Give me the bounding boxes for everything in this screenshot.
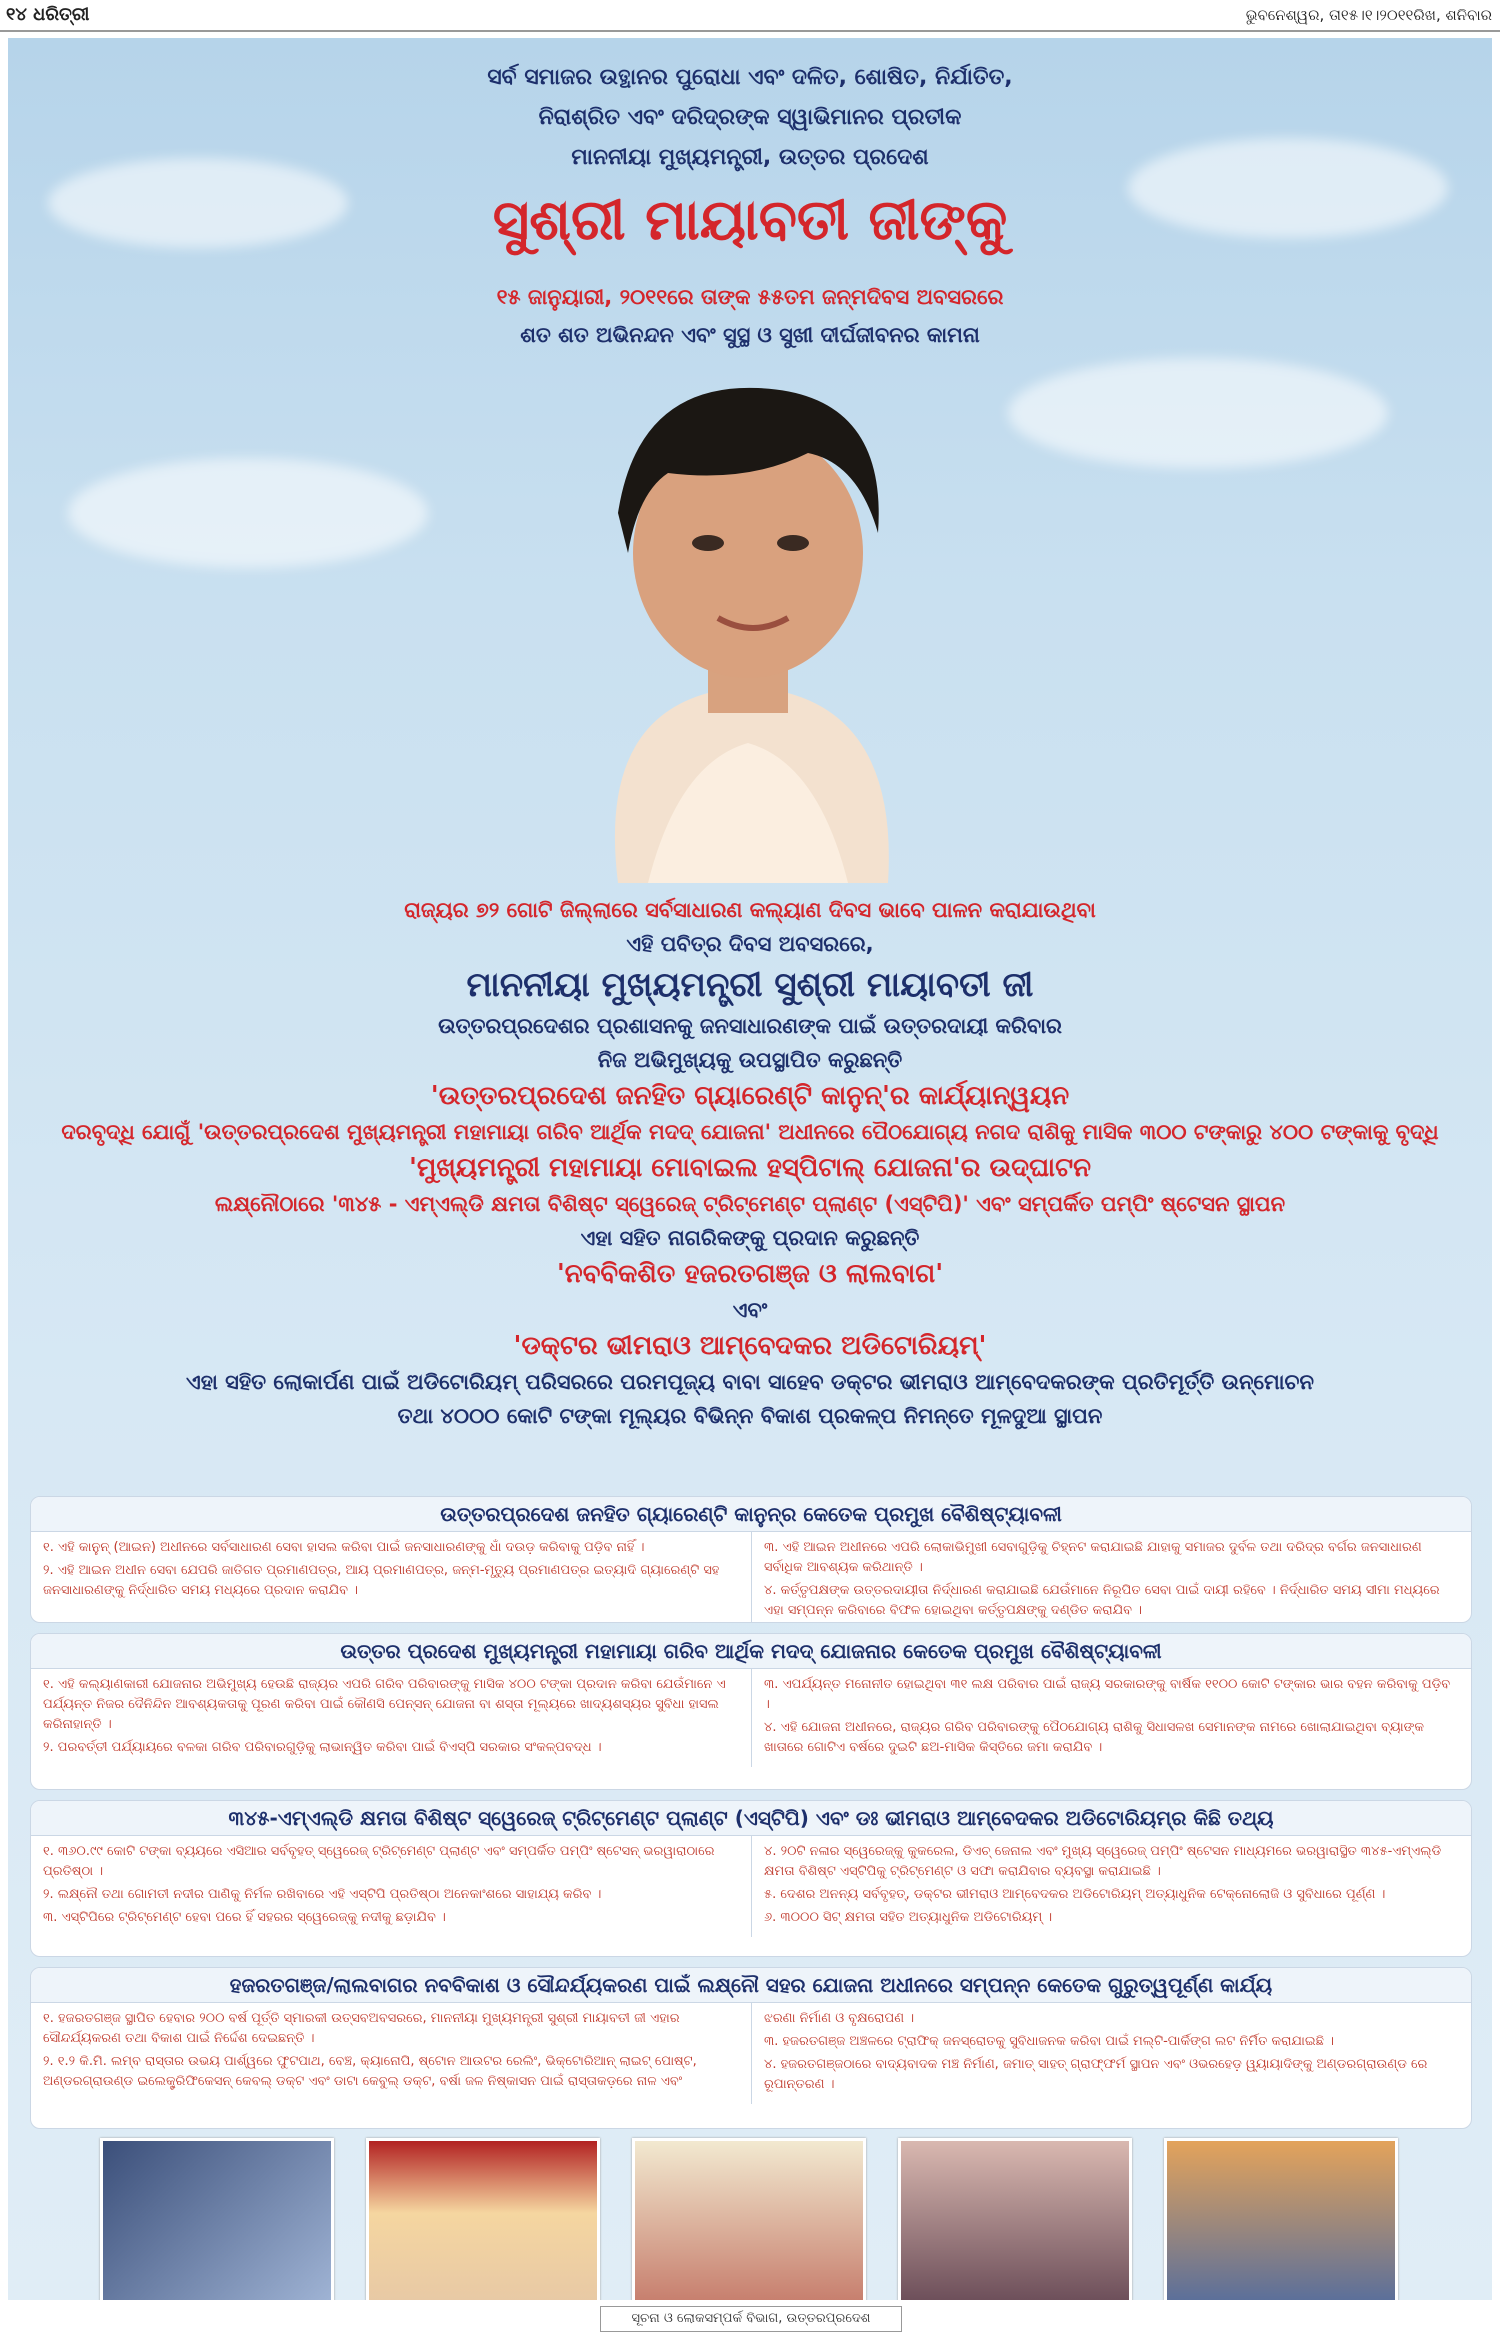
body-line-15: ତଥା ୪୦୦୦ କୋଟି ଟଙ୍କା ମୂଲ୍ୟର ବିଭିନ୍ନ ବିକାଶ ପ୍ରକଳ୍ପ ନିମନ୍ତେ ମୂଳଦୁଆ ସ୍ଥାପନ: [397, 1404, 1103, 1428]
body-line-14: ଏହା ସହିତ ଲୋକାର୍ପଣ ପାଇଁ ଅଡିଟୋରିୟମ୍ ପରିସରରେ ପରମପୂଜ୍ୟ ବାବା ସାହେବ ଡକ୍ଟର ଭୀମରାଓ ଆମ୍ବେଦକରଙ୍କ ପ୍ରତିମୂର୍ତ୍ତି ଉନ୍ମୋଚନ: [186, 1370, 1314, 1394]
header-line-1: ସର୍ବ ସମାଜର ଉତ୍ଥାନର ପୁରୋଧା ଏବଂ ଦଳିତ, ଶୋଷିତ, ନିର୍ଯାତିତ,: [487, 65, 1013, 90]
feature-box-mahamaya-scheme: [30, 1633, 1472, 1790]
feature-item: ୨. ୧.୨ କି.ମି. ଲମ୍ବ ରାସ୍ତାର ଉଭୟ ପାର୍ଶ୍ୱରେ ଫୁଟପାଥ, ବେଞ୍ଚ, କ୍ୟାନୋପି, ଷ୍ଟୋନ ଆଉଟର ରେଲିଂ, ଭିକ୍ଟୋରିଆନ୍ ଲାଇଟ୍ ପୋଷ୍ଟ, ଅଣ୍ଡରଗ୍ରାଉଣ୍ଡ ଇଲେକ୍ଟ୍ରିଫିକେସନ୍ କେବଲ୍ ଡକ୍ଟ ଏବଂ ଡାଟା କେବୁଲ୍ ଡକ୍ଟ, ବର୍ଷା ଜଳ ନିଷ୍କାସନ ପାଇଁ ରାସ୍ତାକଡ଼ରେ ନାଳ ଏବଂ: [43, 2054, 697, 2089]
feature-box-left-column: [31, 2003, 751, 2104]
feature-item: ୩. ଏପର୍ଯ୍ୟନ୍ତ ମନୋନୀତ ହୋଇଥିବା ୩୧ ଲକ୍ଷ ପରିବାର ପାଇଁ ରାଜ୍ୟ ସରକାରଙ୍କୁ ବାର୍ଷିକ ୧୧୦୦ କୋଟି ଟଙ୍କାର ଭାର ବହନ କରିବାକୁ ପଡ଼ିବ ।: [764, 1677, 1451, 1712]
feature-item: ୪. ୨୦ଟି ନଳାର ସ୍ୱେରେଜ୍‌କୁ କୁକରେଲ, ଡିଏଚ୍ ଜେନାଲ ଏବଂ ମୁଖ୍ୟ ସ୍ୱେରେଜ୍ ପମ୍ପିଂ ଷ୍ଟେସନ ମାଧ୍ୟମରେ ଭରୱାରାସ୍ଥିତ ୩୪୫-ଏମ୍‌ଏଲ୍‌ଡି କ୍ଷମତା ବିଶିଷ୍ଟ ଏସ୍‌ଟିପିକୁ ଟ୍ରିଟ୍‌ମେଣ୍ଟ ଓ ସଫା କରାଯିବାର ବ୍ୟବସ୍ଥା କରାଯାଇଛି ।: [764, 1844, 1442, 1879]
feature-item: ୩. ଏହି ଆଇନ ଅଧୀନରେ ଏପରି ଲୋକାଭିମୁଖୀ ସେବାଗୁଡ଼ିକୁ ଚିହ୍ନଟ କରାଯାଇଛି ଯାହାକୁ ସମାଜର ଦୁର୍ବଳ ତଥା ଦରିଦ୍ର ବର୍ଗର ଜନସାଧାରଣ ସର୍ବାଧିକ ଆବଶ୍ୟକ କରିଥାନ୍ତି ।: [764, 1540, 1422, 1575]
photo-plaque-unveiling: [100, 2138, 334, 2300]
tribute-header: [8, 58, 1492, 178]
feature-item: ୧. ୩୬୦.୯୯ କୋଟି ଟଙ୍କା ବ୍ୟୟରେ ଏସିଆର ସର୍ବବୃହତ୍ ସ୍ୱେରେଜ୍ ଟ୍ରିଟ୍‌ମେଣ୍ଟ ପ୍ଲାଣ୍ଟ ଏବଂ ସମ୍ପର୍କିତ ପମ୍ପିଂ ଷ୍ଟେସନ୍ ଭରୱାରାଠାରେ ପ୍ରତିଷ୍ଠା ।: [43, 1844, 715, 1879]
body-line-13: 'ଡକ୍ଟର ଭୀମରାଓ ଆମ୍ବେଦକର ଅଡିଟୋରିୟମ୍': [513, 1331, 987, 1361]
body-line-5: ନିଜ ଅଭିମୁଖ୍ୟକୁ ଉପସ୍ଥାପିତ କରୁଛନ୍ତି: [597, 1048, 903, 1072]
publisher-credit: ସୂଚନା ଓ ଲୋକସମ୍ପର୍କ ବିଭାଗ, ଉତ୍ତରପ୍ରଦେଶ: [600, 2306, 902, 2332]
feature-item: ୨. ଏହି ଆଇନ ଅଧୀନ ସେବା ଯେପରି ଜାତିଗତ ପ୍ରମାଣପତ୍ର, ଆୟ ପ୍ରମାଣପତ୍ର, ଜନ୍ମ-ମୃତ୍ୟୁ ପ୍ରମାଣପତ୍ର ଇତ୍ୟାଦି ଗ୍ୟାରେଣ୍ଟି ସହ ଜନସାଧାରଣଙ୍କୁ ନିର୍ଦ୍ଧାରିତ ସମୟ ମଧ୍ୟରେ ପ୍ରଦାନ କରାଯିବ ।: [43, 1563, 720, 1598]
body-line-7: ଦରବୃଦ୍ଧି ଯୋଗୁଁ 'ଉତ୍ତରପ୍ରଦେଶ ମୁଖ୍ୟମନ୍ତ୍ରୀ ମହାମାୟା ଗରିବ ଆର୍ଥିକ ମଦଦ୍ ଯୋଜନା' ଅଧୀନରେ ପୈଠଯୋଗ୍ୟ ନଗଦ ରାଶିକୁ ମାସିକ ୩୦୦ ଟଙ୍କାରୁ ୪୦୦ ଟଙ୍କାକୁ ବୃଦ୍ଧି: [61, 1120, 1439, 1144]
body-line-1: ରାଜ୍ୟର ୭୨ ଗୋଟି ଜିଲ୍ଲାରେ ସର୍ବସାଧାରଣ କଲ୍ୟାଣ ଦିବସ ଭାବେ ପାଳନ କରାଯାଉଥିବା: [404, 898, 1096, 922]
birthday-date-line: ୧୫ ଜାନୁୟାରୀ, ୨୦୧୧ରେ ତାଙ୍କ ୫୫ତମ ଜନ୍ମଦିବସ ଅବସରରେ: [496, 285, 1004, 309]
advertisement: [8, 38, 1492, 2300]
feature-box-right-column: [751, 1836, 1471, 1937]
photo-aid-distribution: [632, 2138, 866, 2300]
photo-felicitation: [1164, 2138, 1398, 2300]
feature-box-left-column: [31, 1669, 751, 1767]
feature-box-right-column: [751, 1669, 1471, 1767]
issue-date: ଭୁବନେଶ୍ୱର, ତା୧୫।୧।୨୦୧୧ରିଖ, ଶନିବାର: [1245, 6, 1492, 24]
feature-box-janhit-law: [30, 1496, 1472, 1623]
feature-box-title: ହଜରତଗଞ୍ଜ/ଲାଲବାଗର ନବବିକାଶ ଓ ସୌନ୍ଦର୍ଯ୍ୟକରଣ ପାଇଁ ଲକ୍ଷ୍ନୌ ସହର ଯୋଜନା ଅଧୀନରେ ସମ୍ପନ୍ନ କେତେକ ଗୁରୁତ୍ୱପୂର୍ଣ୍ଣ କାର୍ଯ୍ୟ: [31, 1968, 1471, 2003]
body-line-6: 'ଉତ୍ତରପ୍ରଦେଶ ଜନହିତ ଗ୍ୟାରେଣ୍ଟି କାନୁନ୍'ର କାର୍ଯ୍ୟାନ୍ୱୟନ: [430, 1081, 1070, 1111]
feature-item: ଝରଣା ନିର୍ମାଣ ଓ ବୃକ୍ଷରୋପଣ ।: [764, 2011, 915, 2026]
feature-box-title: ଉତ୍ତର ପ୍ରଦେଶ ମୁଖ୍ୟମନ୍ତ୍ରୀ ମହାମାୟା ଗରିବ ଆର୍ଥିକ ମଦଦ୍ ଯୋଜନାର କେତେକ ପ୍ରମୁଖ ବୈଶିଷ୍ଟ୍ୟାବଳୀ: [31, 1634, 1471, 1669]
chief-minister-portrait: [558, 363, 938, 888]
feature-item: ୨. ଲକ୍ଷ୍ନୌ ତଥା ଗୋମତୀ ନଦୀର ପାଣିକୁ ନିର୍ମଳ ରଖିବାରେ ଏହି ଏସ୍‌ଟିପି ପ୍ରତିଷ୍ଠା ଅନେକାଂଶରେ ସାହାଯ୍ୟ କରିବ ।: [43, 1887, 602, 1902]
header-line-3: ମାନନୀୟା ମୁଖ୍ୟମନ୍ତ୍ରୀ, ଉତ୍ତର ପ୍ରଦେଶ: [571, 145, 929, 170]
newspaper-masthead: [0, 0, 1500, 32]
feature-box-stp-auditorium: [30, 1800, 1472, 1957]
feature-box-right-column: [751, 2003, 1471, 2104]
feature-box-left-column: [31, 1836, 751, 1937]
birthday-wishes: [8, 278, 1492, 354]
feature-box-title: ଉତ୍ତରପ୍ରଦେଶ ଜନହିତ ଗ୍ୟାରେଣ୍ଟି କାନୁନ୍‌ର କେତେକ ପ୍ରମୁଖ ବୈଶିଷ୍ଟ୍ୟାବଳୀ: [31, 1497, 1471, 1532]
body-line-9: ଲକ୍ଷ୍ନୌଠାରେ '୩୪୫ - ଏମ୍‌ଏଲ୍‌ଡି କ୍ଷମତା ବିଶିଷ୍ଟ ସ୍ୱେରେଜ୍ ଟ୍ରିଟ୍‌ମେଣ୍ଟ ପ୍ଲାଣ୍ଟ (ଏସ୍‌ଟିପି)' ଏବଂ ସମ୍ପର୍କିତ ପମ୍ପିଂ ଷ୍ଟେସନ ସ୍ଥାପନ: [214, 1192, 1286, 1216]
wish-line: ଶତ ଶତ ଅଭିନନ୍ଦନ ଏବଂ ସୁସ୍ଥ ଓ ସୁଖୀ ଦୀର୍ଘଜୀବନର କାମନା: [520, 323, 980, 347]
feature-item: ୬. ୩୦୦୦ ସିଟ୍ କ୍ଷମତା ସହିତ ଅତ୍ୟାଧୁନିକ ଅଡିଟୋରିୟମ୍ ।: [764, 1910, 1053, 1925]
body-line-12: ଏବଂ: [732, 1298, 768, 1322]
header-line-2: ନିରାଶ୍ରିତ ଏବଂ ଦରିଦ୍ରଙ୍କ ସ୍ୱାଭିମାନର ପ୍ରତୀକ: [538, 105, 962, 130]
honoree-name: ସୁଶ୍ରୀ ମାୟାବତୀ ଜୀଙ୍କୁ: [492, 188, 1008, 253]
feature-item: ୨. ପରବର୍ତ୍ତୀ ପର୍ଯ୍ୟାୟରେ ବଳକା ଗରିବ ପରିବାରଗୁଡ଼ିକୁ ଲାଭାନ୍ୱିତ କରିବା ପାଇଁ ବିଏସ୍‌ପି ସରକାର ସଂକଳ୍ପବଦ୍ଧ ।: [43, 1740, 602, 1755]
feature-item: ୪. କର୍ତ୍ତୃପକ୍ଷଙ୍କ ଉତ୍ତରଦାୟୀତା ନିର୍ଦ୍ଧାରଣ କରାଯାଇଛି ଯେଉଁମାନେ ନିରୂପିତ ସେବା ପାଇଁ ଦାୟୀ ରହିବେ । ନିର୍ଦ୍ଧାରିତ ସମୟ ସୀମା ମଧ୍ୟରେ ଏହା ସମ୍ପନ୍ନ କରିବାରେ ବିଫଳ ହୋଇଥିବା କର୍ତ୍ତୃପକ୍ଷଙ୍କୁ ଦଣ୍ଡିତ କରାଯିବ ।: [764, 1583, 1440, 1618]
body-line-11: 'ନବବିକଶିତ ହଜରତଗଞ୍ଜ ଓ ଲାଲବାଗ': [556, 1259, 944, 1289]
body-line-8: 'ମୁଖ୍ୟମନ୍ତ୍ରୀ ମହାମାୟା ମୋବାଇଲ ହସ୍ପିଟାଲ୍ ଯୋଜନା'ର ଉଦ୍‌ଘାଟନ: [408, 1153, 1092, 1183]
feature-item: ୪. ହଜରତଗଞ୍ଜଠାରେ ବାଦ୍ୟବାଦକ ମଞ୍ଚ ନିର୍ମାଣ, ଜମାତ୍ ସାହତ୍ ଗ୍ରାଫ୍‌ଫର୍ମ ସ୍ଥାପନ ଏବଂ ଓଭରହେଡ଼ ୱ୍ୟାୟାଦିଙ୍କୁ ଅଣ୍ଡରଗ୍ରାଉଣ୍ଡ ରେ ରୂପାନ୍ତରଣ ।: [764, 2057, 1428, 2092]
photo-strip: [8, 2138, 1492, 2300]
feature-item: ୩. ଏସ୍‌ଟିପିରେ ଟ୍ରିଟ୍‌ମେଣ୍ଟ ହେବା ପରେ ହିଁ ସହରର ସ୍ୱେରେଜ୍‌କୁ ନଦୀକୁ ଛଡ଼ାଯିବ ।: [43, 1910, 446, 1925]
feature-item: ୧. ହଜରତଗଞ୍ଜ ସ୍ଥାପିତ ହେବାର ୨୦୦ ବର୍ଷ ପୂର୍ତ୍ତି ସ୍ମାରକୀ ଉତ୍ସବଅବସରରେ, ମାନନୀୟା ମୁଖ୍ୟମନ୍ତ୍ରୀ ସୁଶ୍ରୀ ମାୟାବତୀ ଜୀ ଏହାର ସୌନ୍ଦର୍ଯ୍ୟକରଣ ତଥା ବିକାଶ ପାଇଁ ନିର୍ଦ୍ଦେଶ ଦେଇଛନ୍ତି ।: [43, 2011, 680, 2046]
page-number: ୧୪ ଧରିତ୍ରୀ: [6, 4, 90, 25]
feature-box-left-column: [31, 1532, 751, 1623]
body-line-10: ଏହା ସହିତ ନାଗରିକଙ୍କୁ ପ୍ରଦାନ କରୁଛନ୍ତି: [580, 1226, 920, 1250]
body-line-3: ମାନନୀୟା ମୁଖ୍ୟମନ୍ତ୍ରୀ ସୁଶ୍ରୀ ମାୟାବତୀ ଜୀ: [466, 965, 1034, 1005]
feature-box-title: ୩୪୫-ଏମ୍‌ଏଲ୍‌ଡି କ୍ଷମତା ବିଶିଷ୍ଟ ସ୍ୱେରେଜ୍ ଟ୍ରିଟ୍‌ମେଣ୍ଟ ପ୍ଲାଣ୍ଟ (ଏସ୍‌ଟିପି) ଏବଂ ଡଃ ଭୀମରାଓ ଆମ୍ବେଦକର ଅଡିଟୋରିୟମ୍‌ର କିଛି ତଥ୍ୟ: [31, 1801, 1471, 1836]
feature-item: ୪. ଏହି ଯୋଜନା ଅଧୀନରେ, ରାଜ୍ୟର ଗରିବ ପରିବାରଙ୍କୁ ପୈଠଯୋଗ୍ୟ ରାଶିକୁ ସିଧାସଳଖ ସେମାନଙ୍କ ନାମରେ ଖୋଲାଯାଇଥିବା ବ୍ୟାଙ୍କ ଖାତାରେ ଗୋଟିଏ ବର୍ଷରେ ଦୁଇଟି ଛଅ-ମାସିକ କିସ୍ତିରେ ଜମା କରାଯିବ ।: [764, 1720, 1424, 1755]
photo-cm-with-book: [366, 2138, 600, 2300]
feature-item: ୧. ଏହି କଲ୍ୟାଣକାରୀ ଯୋଜନାର ଅଭିମୁଖ୍ୟ ହେଉଛି ରାଜ୍ୟର ଏପରି ଗରିବ ପରିବାରଙ୍କୁ ମାସିକ ୪୦୦ ଟଙ୍କା ପ୍ରଦାନ କରିବା ଯେଉଁମାନେ ଏ ପର୍ଯ୍ୟନ୍ତ ନିଜର ଦୈନିନ୍ଦିନ ଆବଶ୍ୟକତାକୁ ପୂରଣ କରିବା ପାଇଁ କୌଣସି ପେନ୍‌ସନ୍ ଯୋଜନା ବା ଶସ୍ତା ମୂଲ୍ୟରେ ଖାଦ୍ୟଶସ୍ୟର ସୁବିଧା ହାସଲ କରିନାହାନ୍ତି ।: [43, 1677, 726, 1732]
feature-item: ୫. ଦେଶର ଅନନ୍ୟ ସର୍ବବୃହତ୍, ଡକ୍ଟର ଭୀମରାଓ ଆମ୍ବେଦକର ଅଡିଟୋରିୟମ୍ ଅତ୍ୟାଧୁନିକ ଟେକ୍ନୋଲୋଜି ଓ ସୁବିଧାରେ ପୂର୍ଣ୍ଣ ।: [764, 1887, 1386, 1902]
photo-bicycle-distribution: [898, 2138, 1132, 2300]
feature-box-right-column: [751, 1532, 1471, 1623]
body-line-2: ଏହି ପବିତ୍ର ଦିବସ ଅବସରରେ,: [626, 932, 874, 956]
feature-box-hazratganj: [30, 1967, 1472, 2129]
feature-item: ୩. ହଜରତଗଞ୍ଜ ଅଞ୍ଚଳରେ ଟ୍ରାଫିକ୍ ଜନସ୍ରୋତକୁ ସୁବିଧାଜନକ କରିବା ପାଇଁ ମଲ୍ଟି-ପାର୍କିଙ୍ଗ ଲଟ ନିର୍ମିତ କରାଯାଇଛି ।: [764, 2034, 1334, 2049]
body-line-4: ଉତ୍ତରପ୍ରଦେଶର ପ୍ରଶାସନକୁ ଜନସାଧାରଣଙ୍କ ପାଇଁ ଉତ୍ତରଦାୟୀ କରିବାର: [438, 1014, 1062, 1038]
announcement-body: [8, 893, 1492, 1433]
feature-item: ୧. ଏହି କାନୁନ୍ (ଆଇନ) ଅଧୀନରେ ସର୍ବସାଧାରଣ ସେବା ହାସଲ କରିବା ପାଇଁ ଜନସାଧାରଣଙ୍କୁ ଧାଁ ଦଉଡ଼ କରିବାକୁ ପଡ଼ିବ ନାହିଁ ।: [43, 1540, 645, 1555]
